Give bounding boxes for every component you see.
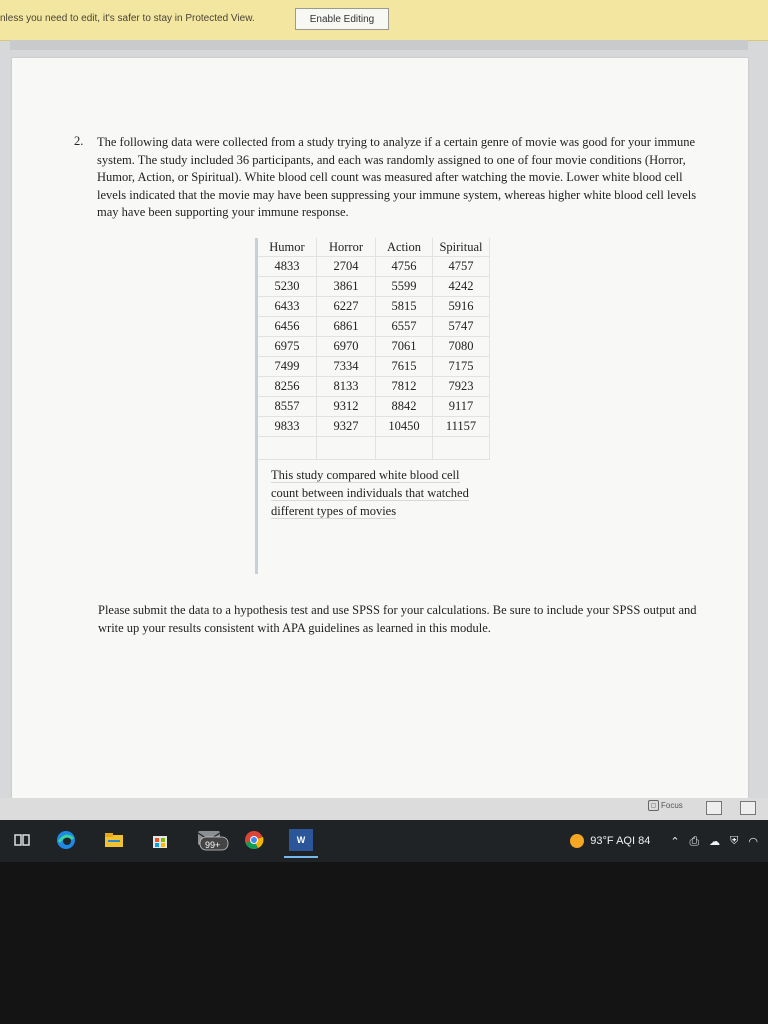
question-number: 2.	[74, 134, 84, 148]
desk-background	[0, 862, 768, 1024]
header-horror: Horror	[317, 238, 376, 257]
file-explorer-icon[interactable]	[104, 831, 124, 849]
table-cell: 7812	[376, 377, 433, 397]
table-cell-empty	[317, 437, 376, 460]
focus-button[interactable]	[648, 800, 683, 811]
table-cell: 7175	[433, 357, 490, 377]
focus-icon: ▢	[648, 800, 659, 811]
ribbon-shadow	[10, 40, 748, 50]
system-tray	[570, 831, 758, 851]
table-row	[258, 257, 490, 277]
table-cell: 5747	[433, 317, 490, 337]
table-cell: 4757	[433, 257, 490, 277]
table-cell: 5815	[376, 297, 433, 317]
table-row	[258, 277, 490, 297]
table-cell: 7080	[433, 337, 490, 357]
table-cell: 5230	[258, 277, 317, 297]
table-cell: 10450	[376, 417, 433, 437]
table-cell: 6861	[317, 317, 376, 337]
chrome-icon[interactable]	[244, 831, 264, 849]
table-cell: 6557	[376, 317, 433, 337]
table-cell: 5916	[433, 297, 490, 317]
table-cell: 6227	[317, 297, 376, 317]
meet-now-icon[interactable]: ⎙	[689, 833, 700, 848]
print-layout-icon[interactable]	[706, 801, 722, 815]
table-cell: 9312	[317, 397, 376, 417]
table-cell: 6433	[258, 297, 317, 317]
table-row	[258, 297, 490, 317]
table-cell: 7615	[376, 357, 433, 377]
header-humor: Humor	[258, 238, 317, 257]
caption-line: This study compared white blood cell	[271, 468, 460, 482]
table-row	[258, 377, 490, 397]
table-cell: 6970	[317, 337, 376, 357]
table-cell: 11157	[433, 417, 490, 437]
word-taskbar-button[interactable]	[284, 826, 318, 854]
caption-line: different types of movies	[271, 504, 397, 518]
document-page	[12, 58, 748, 798]
sun-icon	[570, 834, 584, 848]
header-spiritual: Spiritual	[433, 238, 490, 257]
active-indicator	[284, 856, 318, 858]
protected-view-message: nless you need to edit, it's safer to stay in Protected View.	[0, 13, 255, 24]
table-cell: 7334	[317, 357, 376, 377]
mail-badge: 99+	[205, 840, 221, 850]
caption-line: count between individuals that watched	[271, 486, 469, 500]
security-icon[interactable]: ⛨	[730, 834, 739, 847]
table-cell: 2704	[317, 257, 376, 277]
table-cell: 6456	[258, 317, 317, 337]
table-caption	[271, 466, 491, 520]
table-cell: 7061	[376, 337, 433, 357]
weather-widget[interactable]	[570, 834, 650, 848]
table-cell: 8256	[258, 377, 317, 397]
table-cell-empty	[376, 437, 433, 460]
table-cell: 7923	[433, 377, 490, 397]
taskbar	[0, 820, 768, 862]
table-cell-empty	[258, 437, 317, 460]
table-row	[258, 317, 490, 337]
table-cell: 9833	[258, 417, 317, 437]
chevron-up-icon[interactable]: ⌃	[670, 835, 680, 848]
word-icon: W	[289, 829, 313, 851]
focus-label: Focus	[661, 801, 683, 810]
table-row	[258, 417, 490, 437]
table-cell: 5599	[376, 277, 433, 297]
enable-editing-button[interactable]: Enable Editing	[295, 8, 389, 30]
store-icon[interactable]	[150, 831, 170, 849]
wifi-icon[interactable]: ◠	[748, 835, 758, 848]
status-bar	[0, 798, 768, 820]
table-header-row	[258, 238, 490, 257]
table-cell: 6975	[258, 337, 317, 357]
table-row	[258, 357, 490, 377]
edge-icon[interactable]	[56, 831, 76, 849]
table-cell: 8133	[317, 377, 376, 397]
table-row	[258, 337, 490, 357]
table-cell: 4756	[376, 257, 433, 277]
weather-text: 93°F AQI 84	[590, 835, 651, 847]
table-cell: 9327	[317, 417, 376, 437]
table-cell: 4242	[433, 277, 490, 297]
table-row	[258, 397, 490, 417]
onedrive-icon[interactable]: ☁	[709, 835, 721, 848]
web-layout-icon[interactable]	[740, 801, 756, 815]
mail-icon[interactable]	[196, 831, 230, 849]
table-cell: 9117	[433, 397, 490, 417]
task-view-icon[interactable]	[12, 831, 32, 849]
header-action: Action	[376, 238, 433, 257]
table-cell-empty	[433, 437, 490, 460]
table-cell: 4833	[258, 257, 317, 277]
submit-instructions: Please submit the data to a hypothesis test and use SPSS for your calculations. Be sure to include your SPSS output and write up your results consistent with APA guidelines as learned in this module.	[98, 603, 697, 635]
data-table	[258, 238, 490, 460]
question-text: The following data were collected from a study trying to analyze if a certain genre of movie was good for your immune system. The study included 36 participants, and each was randomly assigned to one of four movie conditions (Horror, Humor, Action, or Spiritual). White blood cell count was measured after watching the movie. Lower white blood cell levels indicated that the movie may have been suppressing your immune system, whereas higher white blood cell levels may have been supporting your immune response.	[97, 135, 697, 219]
table-row-empty	[258, 437, 490, 460]
table-cell: 3861	[317, 277, 376, 297]
protected-view-bar	[0, 0, 768, 41]
table-cell: 8557	[258, 397, 317, 417]
table-cell: 7499	[258, 357, 317, 377]
table-cell: 8842	[376, 397, 433, 417]
